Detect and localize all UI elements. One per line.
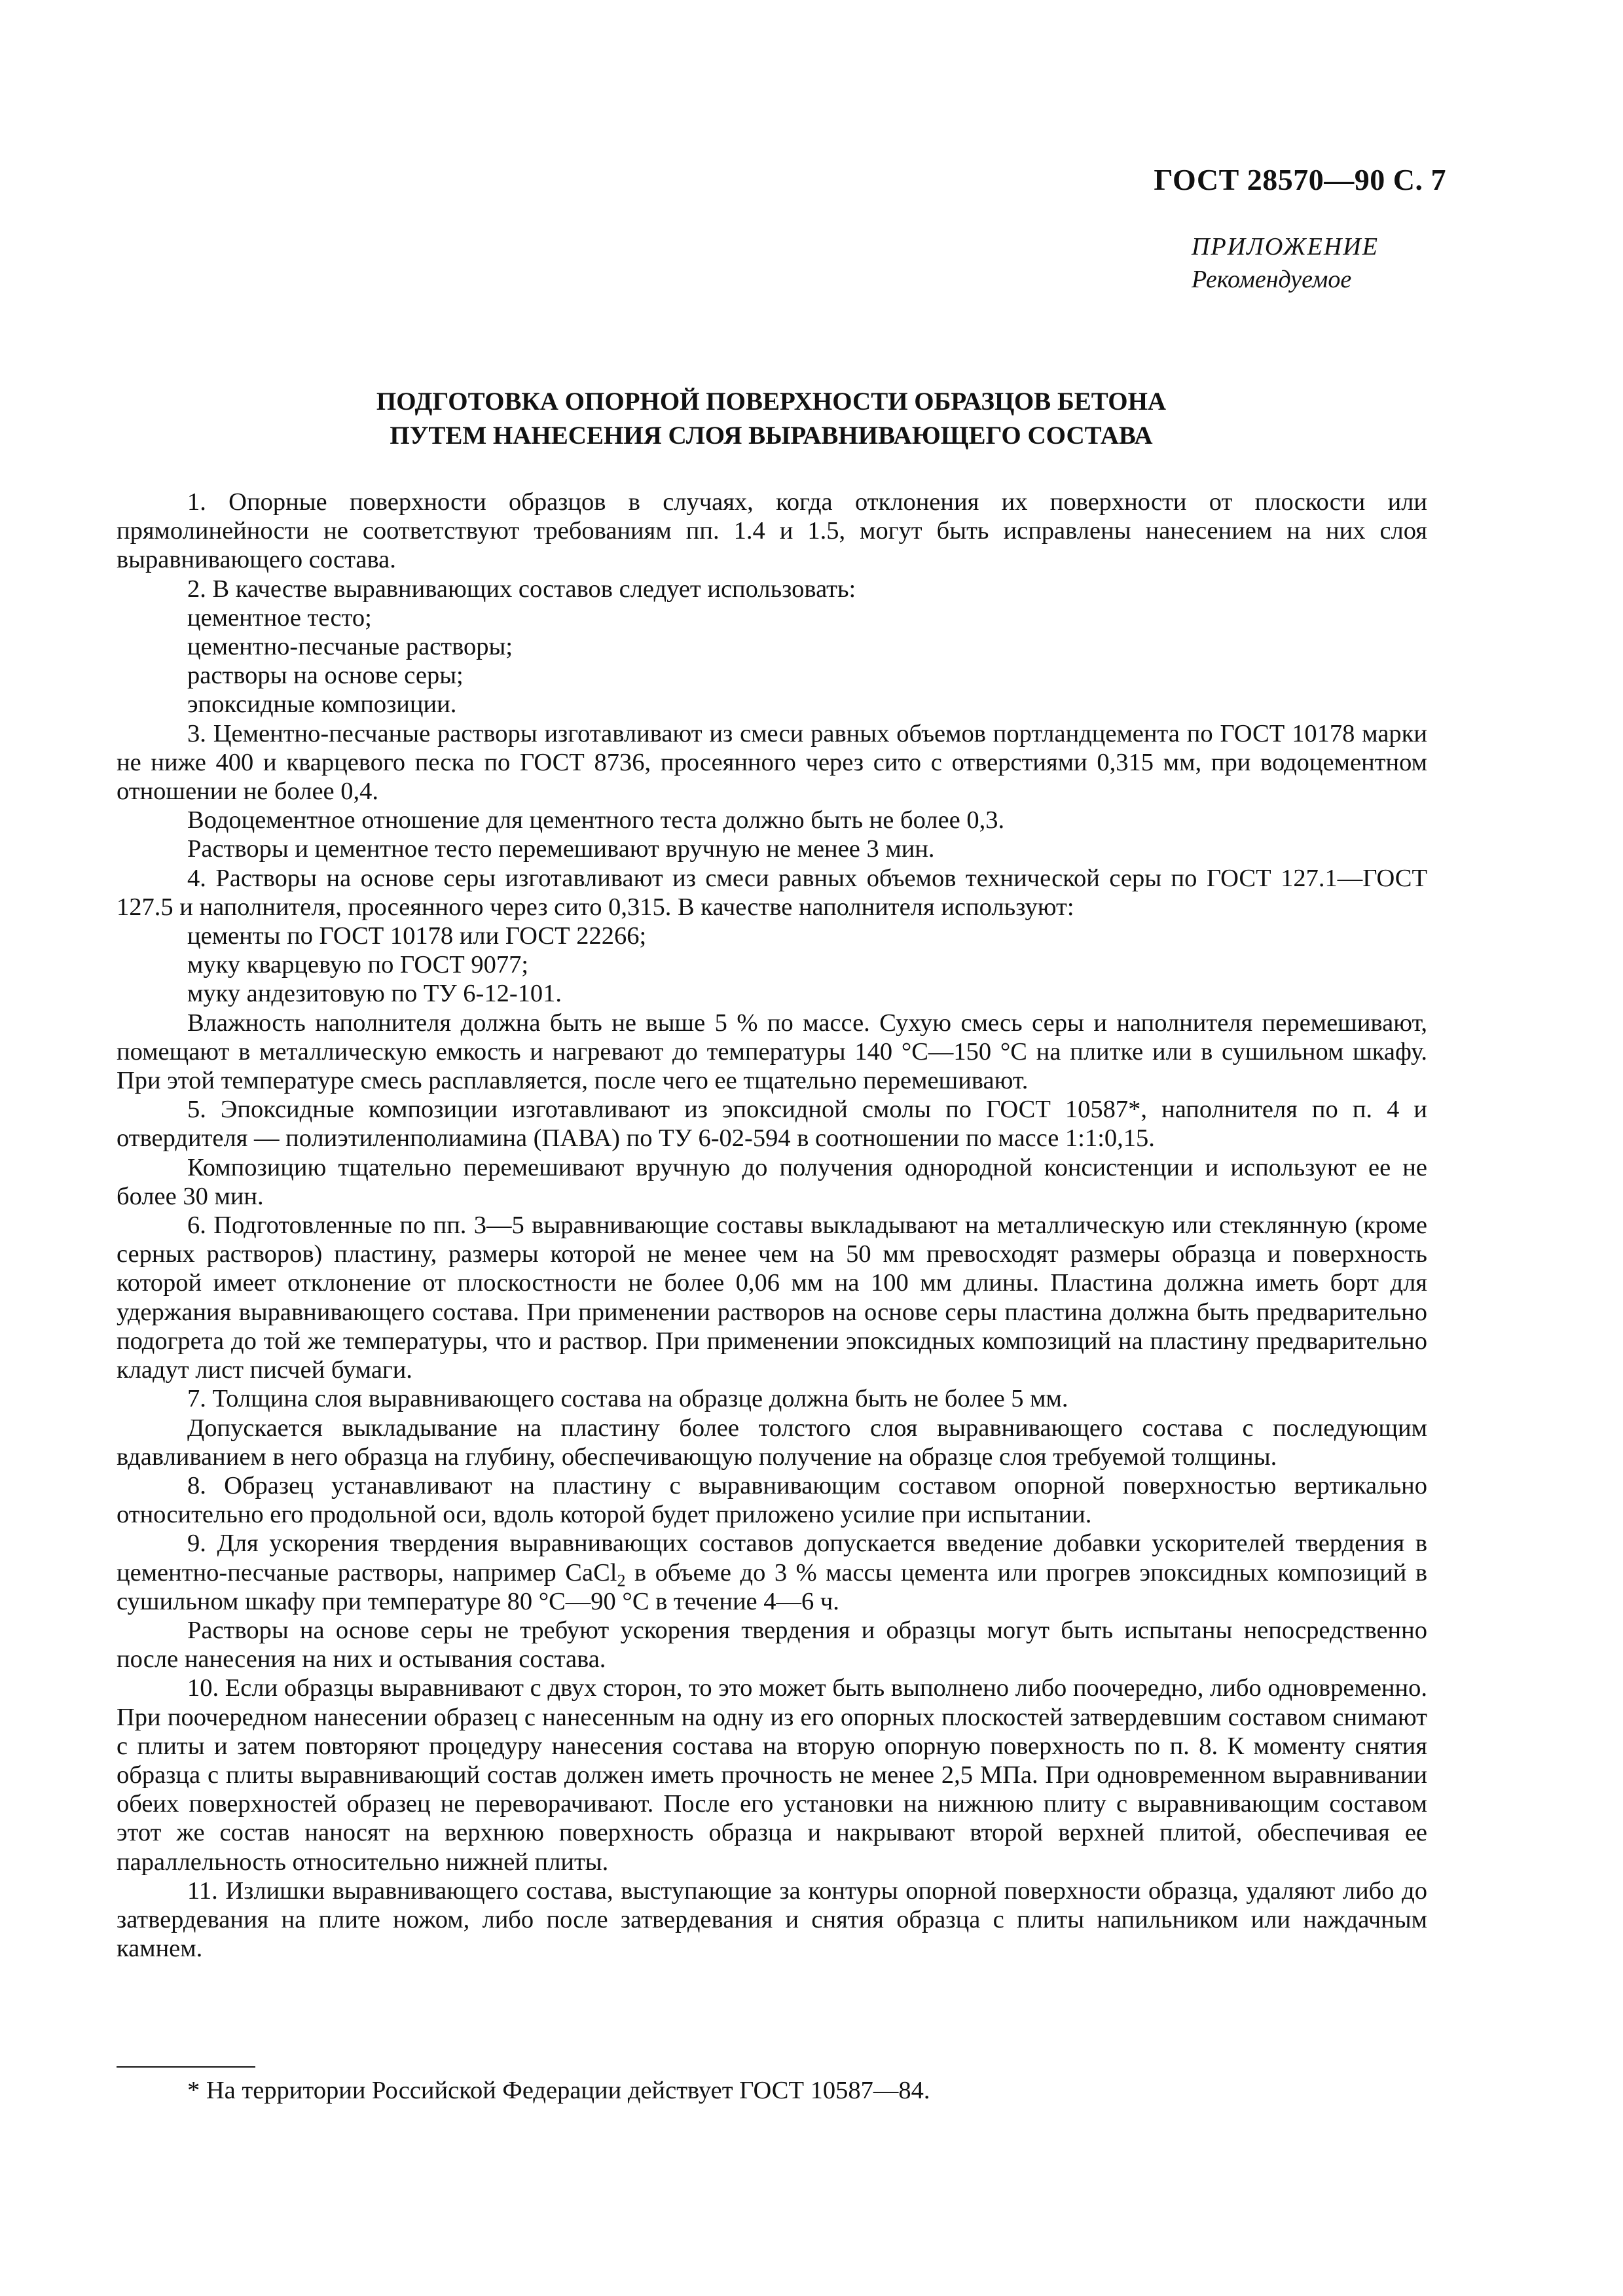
document-title [117,385,1426,453]
list-item: цементно-песчаные растворы; [187,633,513,661]
subscript: 2 [617,1571,626,1590]
list-item: цементы по ГОСТ 10178 или ГОСТ 22266; [187,922,647,950]
title-line-1: ПОДГОТОВКА ОПОРНОЙ ПОВЕРХНОСТИ ОБРАЗЦОВ БЕТОНА [376,387,1167,416]
appendix-status: Рекомендуемое [1192,266,1352,293]
document-body [117,488,1427,1963]
list-item: муку кварцевую по ГОСТ 9077; [187,951,529,979]
paragraph-2: 2. В качестве выравнивающих составов следует использовать: [187,575,856,603]
page-header: ГОСТ 28570—90 С. 7 [1154,163,1446,196]
appendix-label-block [1192,230,1379,296]
list-item: растворы на основе серы; [187,662,464,690]
paragraph-6: 6. Подготовленные по пп. 3—5 выравнивающие составы выкладывают на металлическую или стеклянную (кроме серных растворов) пластину, размеры которой не менее чем на 50 мм превосходят размеры образца и поверхность которой имеет отклонение от плоскостности не более 0,06 мм на 100 мм длины. Пластина должна иметь борт для удержания выравнивающего состава. При применении растворов на основе серы пластина должна быть предварительно подогрета до той же температуры, что и раствор. При применении эпоксидных композиций на пластину предварительно кладут лист писчей бумаги. [117,1211,1427,1384]
paragraph-9a: Растворы на основе серы не требуют ускорения твердения и образцы могут быть испытаны непосредственно после нанесения на них и остывания состава. [117,1616,1427,1674]
list-item: эпоксидные композиции. [187,691,457,719]
paragraph-5: 5. Эпоксидные композиции изготавливают из эпоксидной смолы по ГОСТ 10587*, наполнителя по п. 4 и отвердителя — полиэтиленполиамина (ПАВА) по ТУ 6-02-594 в соотношении по массе 1:1:0,15. [117,1096,1427,1153]
appendix-label: ПРИЛОЖЕНИЕ [1192,233,1379,260]
paragraph-9-text-end: в объеме до 3 % массы цемента или прогрев эпоксидных композиций в сушильном шкафу при температуре 80 °С—90 °С в течение 4—6 ч. [117,1558,1428,1615]
paragraph-7a: Допускается выкладывание на пластину более толстого слоя выравнивающего состава с последующим вдавливанием в него образца на глубину, обеспечивающую получение на образце слоя требуемой толщины. [117,1414,1427,1471]
paragraph-5a: Композицию тщательно перемешивают вручную до получения однородной консистенции и используют ее не более 30 мин. [117,1153,1427,1210]
paragraph-11: 11. Излишки выравнивающего состава, выступающие за контуры опорной поверхности образца, удаляют либо до затвердевания на плите ножом, либо после затвердевания и снятия образца с плиты напильником или наждачным камнем. [117,1876,1427,1963]
paragraph-7: 7. Толщина слоя выравнивающего состава на образце должна быть не более 5 мм. [187,1385,1068,1413]
paragraph-9-text-start: 9. Для ускорения твердения выравнивающих составов допускается введение добавки ускорителей твердения в цементно-песчаные растворы, например CaCl [117,1530,1427,1587]
list-item: цементное тесто; [187,603,372,632]
paragraph-10: 10. Если образцы выравнивают с двух сторон, то это может быть выполнено либо поочередно, либо одновременно. При поочередном нанесении образец с нанесенным на одну из его опорных плоскостей затвердевшим составом снимают с плиты и затем повторяют процедуру нанесения состава на вторую опорную поверхность по п. 8. К моменту снятия образца с плиты выравнивающий состав должен иметь прочность не менее 2,5 МПа. При одновременном выравнивании обеих поверхностей образец не переворачивают. После его установки на нижнюю плиту с выравнивающим составом этот же состав наносят на верхнюю поверхность образца и накрывают второй верхней плитой, обеспечивая ее параллельность относительно нижней плиты. [117,1674,1427,1876]
list-item: муку андезитовую по ТУ 6-12-101. [187,980,562,1008]
paragraph-3a: Водоцементное отношение для цементного теста должно быть не более 0,3. [187,806,1005,834]
paragraph-3b: Растворы и цементное тесто перемешивают вручную не менее 3 мин. [187,835,935,863]
paragraph-9 [117,1529,1427,1616]
footnote: * На территории Российской Федерации действует ГОСТ 10587—84. [187,2077,930,2104]
paragraph-8: 8. Образец устанавливают на пластину с выравнивающим составом опорной поверхностью вертикально относительно его продольной оси, вдоль которой будет приложено усилие при испытании. [117,1471,1427,1529]
footnote-divider [117,2066,255,2068]
paragraph-1: 1. Опорные поверхности образцов в случаях, когда отклонения их поверхности от плоскости или прямолинейности не соответствуют требованиям пп. 1.4 и 1.5, могут быть исправлены нанесением на них слоя выравнивающего состава. [117,488,1427,574]
paragraph-3: 3. Цементно-песчаные растворы изготавливают из смеси равных объемов портландцемента по ГОСТ 10178 марки не ниже 400 и кварцевого песка по ГОСТ 8736, просеянного через сито с отверстиями 0,315 мм, при водоцементном отношении не более 0,4. [117,719,1427,806]
title-line-2: ПУТЕМ НАНЕСЕНИЯ СЛОЯ ВЫРАВНИВАЮЩЕГО СОСТАВА [390,422,1153,450]
paragraph-4a: Влажность наполнителя должна быть не выше 5 % по массе. Сухую смесь серы и наполнителя перемешивают, помещают в металлическую емкость и нагревают до температуры 140 °С—150 °С на плитке или в сушильном шкафу. При этой температуре смесь расплавляется, после чего ее тщательно перемешивают. [117,1009,1427,1095]
paragraph-4: 4. Растворы на основе серы изготавливают из смеси равных объемов технической серы по ГОСТ 127.1—ГОСТ 127.5 и наполнителя, просеянного через сито 0,315. В качестве наполнителя используют: [117,864,1427,921]
